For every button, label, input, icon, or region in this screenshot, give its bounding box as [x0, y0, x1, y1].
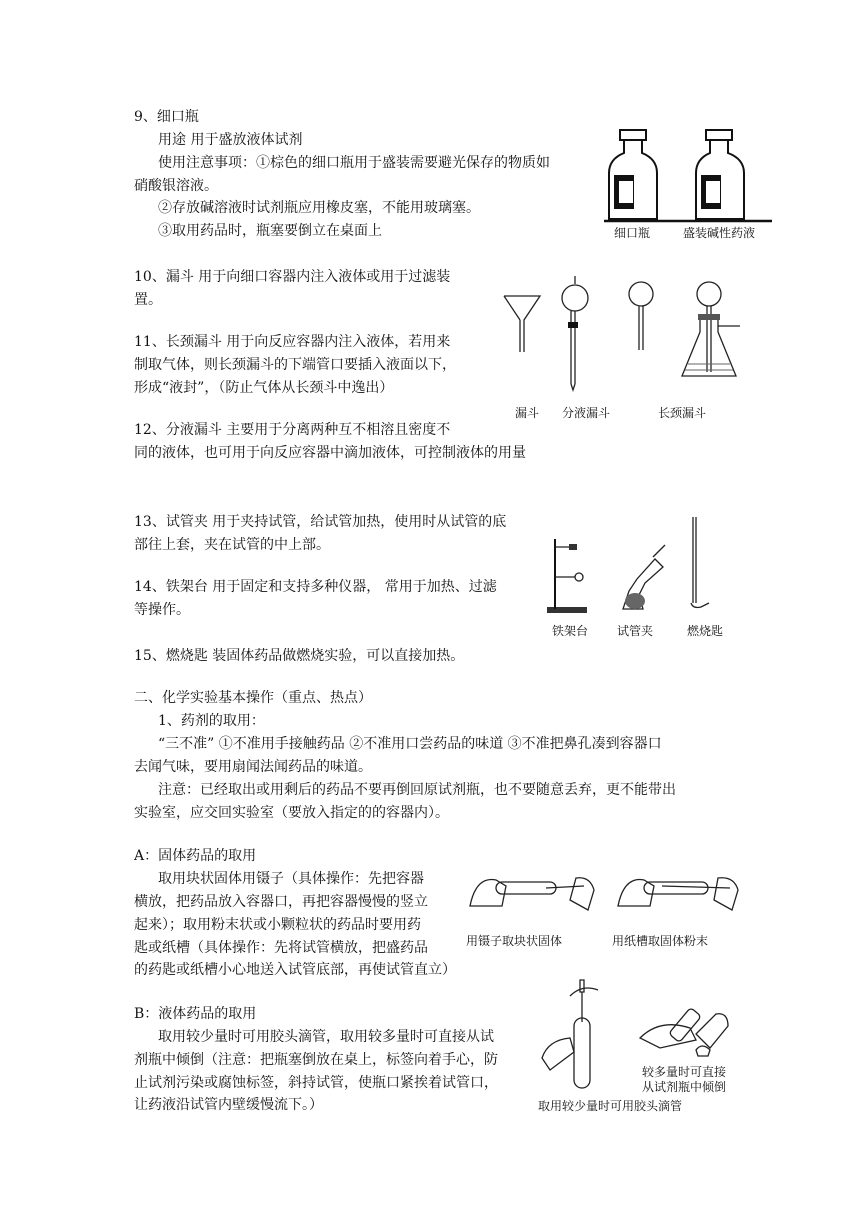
long-neck-funnel-icon	[629, 282, 653, 350]
iron-stand-icon	[547, 539, 587, 613]
section-2-heading: 二、化学实验基本操作（重点、热点）	[134, 690, 372, 706]
item-14-line2: 等操作。	[134, 602, 190, 618]
caption-dropper: 取用较少量时可用胶头滴管	[538, 1099, 683, 1113]
three-rules-line2: 去闻气味，要用扇闻法闻药品的味道。	[134, 759, 372, 775]
caption-funnel: 漏斗	[515, 406, 540, 420]
item-13-line2: 部往上套，夹在试管的中上部。	[134, 537, 330, 553]
solid-line5: 的药匙或纸槽小心地送入试管底部，再使试管直立）	[134, 962, 456, 978]
item-11-line3: 形成“液封”，（防止气体从长颈斗中逸出）	[134, 380, 394, 396]
solid-line3: 起来）；取用粉末状或小颗粒状的药品时要用药	[134, 917, 421, 933]
item-13-line1: 13、试管夹 用于夹持试管，给试管加热，使用时从试管的底	[134, 514, 507, 530]
three-rules-line1: “三不准” ①不准用手接触药品 ②不准用口尝药品的味道 ③不准把鼻孔凑到容器口	[158, 736, 662, 752]
combustion-spoon-icon	[691, 517, 709, 608]
liquid-line4: 让药液沿试管内壁缓慢流下。）	[134, 1097, 323, 1113]
item-12-line1: 12、分液漏斗 主要用于分离两种互不相溶且密度不	[134, 422, 451, 438]
item-9-title: 9、细口瓶	[134, 109, 199, 125]
item-9-use: 用途 用于盛放液体试剂	[158, 132, 303, 148]
caption-pour-line2: 从试剂瓶中倾倒	[642, 1080, 727, 1094]
note-line1: 注意：已经取出或用剩后的药品不要再倒回原试剂瓶，也不要随意丢弃，更不能带出	[158, 782, 676, 798]
caption-bottle: 细口瓶	[614, 226, 651, 240]
caption-long-funnel: 长颈漏斗	[658, 406, 707, 420]
liquid-line2: 剂瓶中倾倒（注意：把瓶塞倒放在桌上，标签向着手心，防	[134, 1052, 498, 1068]
item-12-line2: 同的液体，也可用于向反应容器中滴加液体，可控制液体的用量	[134, 445, 526, 461]
item-9-note2: ②存放碱溶液时试剂瓶应用橡皮塞，不能用玻璃塞。	[158, 200, 480, 216]
funnel-icon	[504, 296, 540, 352]
note-line2: 实验室，应交回实验室（要放入指定的的容器内）。	[134, 805, 449, 821]
paper-trough-hands-icon	[618, 878, 738, 910]
funnels-figure	[500, 276, 750, 406]
item-11-line1: 11、长颈漏斗 用于向反应容器内注入液体，若用来	[134, 334, 451, 350]
item-9-note3: ③取用药品时，瓶塞要倒立在桌面上	[158, 223, 382, 239]
liquid-title: B：液体药品的取用	[134, 1006, 257, 1022]
solid-title: A：固体药品的取用	[134, 848, 257, 864]
tweezers-hands-icon	[470, 878, 594, 910]
caption-sep-funnel: 分液漏斗	[562, 406, 611, 420]
alkali-bottle-icon	[696, 130, 744, 219]
stand-clamp-spoon-figure	[545, 517, 745, 617]
section-2-sub1: 1、药剂的取用：	[158, 713, 265, 729]
caption-spoon: 燃烧匙	[687, 624, 724, 638]
solid-line2: 横放，把药品放入容器口，再把容器慢慢的竖立	[134, 894, 428, 910]
reagent-bottles-figure	[604, 125, 774, 225]
solid-line1: 取用块状固体用镊子（具体操作：先把容器	[158, 871, 424, 887]
erlenmeyer-flask-icon	[682, 282, 740, 376]
item-9-note1b: 硝酸银溶液。	[134, 178, 218, 194]
test-tube-clamp-icon	[623, 545, 665, 609]
item-14-line1: 14、铁架台 用于固定和支持多种仪器， 常用于加热、过滤	[134, 579, 497, 595]
liquid-line1: 取用较少量时可用胶头滴管，取用较多量时可直接从试	[158, 1029, 494, 1045]
solid-line4: 匙或纸槽（具体操作：先将试管横放，把盛药品	[134, 940, 428, 956]
caption-iron-stand: 铁架台	[552, 624, 589, 638]
item-10-line2: 置。	[134, 292, 162, 308]
caption-bottle-alkali: 盛装碱性药液	[683, 226, 756, 240]
item-10-line1: 10、漏斗 用于向细口容器内注入液体或用于过滤装	[134, 269, 451, 285]
solid-handling-figure	[466, 866, 746, 930]
separatory-funnel-icon	[562, 276, 588, 390]
liquid-line3: 止试剂污染或腐蚀标签，斜持试管，使瓶口紧挨着试管口，	[134, 1075, 498, 1091]
item-15: 15、燃烧匙 装固体药品做燃烧实验，可以直接加热。	[134, 648, 465, 664]
item-9-note1a: 使用注意事项：①棕色的细口瓶用于盛装需要避光保存的物质如	[158, 155, 550, 171]
item-11-line2: 制取气体，则长颈漏斗的下端管口要插入液面以下，	[134, 357, 456, 373]
narrow-mouth-bottle-icon	[609, 130, 657, 219]
caption-tweezers: 用镊子取块状固体	[466, 934, 563, 948]
dropper-icon	[542, 980, 598, 1088]
caption-clamp: 试管夹	[617, 624, 654, 638]
pouring-hands-icon	[640, 1007, 728, 1056]
caption-pour-line1: 较多量时可直接	[642, 1065, 727, 1079]
caption-paper-trough: 用纸槽取固体粉末	[612, 934, 709, 948]
